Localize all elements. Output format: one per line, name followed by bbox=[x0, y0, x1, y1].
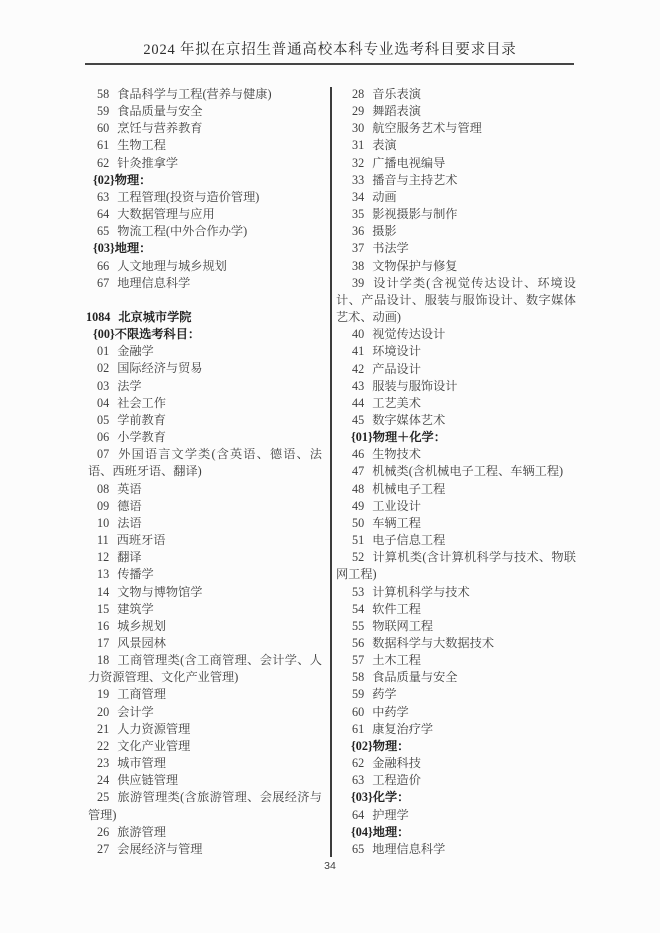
major-name: 会计学 bbox=[117, 704, 154, 719]
major-code: 05 bbox=[97, 412, 110, 427]
major-item bbox=[336, 412, 576, 429]
major-code: 17 bbox=[97, 635, 110, 650]
major-item bbox=[336, 343, 576, 360]
major-code: 59 bbox=[97, 104, 110, 119]
major-name: 计算机类(含计算机科学与技术、物联网工程) bbox=[336, 550, 576, 582]
major-name: 地理信息科学 bbox=[372, 841, 446, 856]
major-code: 14 bbox=[97, 584, 110, 599]
major-code: 60 bbox=[352, 704, 365, 719]
major-code: 50 bbox=[352, 515, 365, 530]
major-item bbox=[336, 498, 576, 515]
major-item bbox=[336, 172, 576, 189]
major-item bbox=[88, 481, 322, 498]
major-item bbox=[336, 446, 576, 463]
major-code: 57 bbox=[352, 653, 365, 668]
major-code: 07 bbox=[97, 447, 110, 462]
major-code: 27 bbox=[97, 841, 110, 856]
major-item bbox=[336, 378, 576, 395]
major-code: 62 bbox=[97, 155, 110, 170]
school-code: 1084 bbox=[86, 310, 111, 325]
major-name: 大数据管理与应用 bbox=[117, 207, 215, 222]
major-item bbox=[336, 326, 576, 343]
major-item bbox=[88, 789, 322, 823]
major-code: 38 bbox=[352, 258, 365, 273]
major-name: 药学 bbox=[372, 687, 397, 702]
major-name: 供应链管理 bbox=[117, 773, 179, 788]
major-code: 62 bbox=[352, 756, 365, 771]
major-item bbox=[88, 120, 322, 137]
major-item bbox=[88, 635, 322, 652]
major-item bbox=[336, 361, 576, 378]
major-item bbox=[88, 412, 322, 429]
right-column bbox=[336, 86, 576, 858]
major-code: 09 bbox=[97, 498, 110, 513]
major-item bbox=[336, 669, 576, 686]
major-item bbox=[88, 618, 322, 635]
major-name: 物联网工程 bbox=[372, 618, 434, 633]
major-item bbox=[88, 686, 322, 703]
major-name: 护理学 bbox=[372, 807, 409, 822]
major-item bbox=[336, 686, 576, 703]
major-item bbox=[88, 721, 322, 738]
major-name: 工艺美术 bbox=[372, 395, 421, 410]
major-name: 食品科学与工程(营养与健康) bbox=[117, 87, 272, 101]
major-name: 烹饪与营养教育 bbox=[117, 121, 203, 136]
subject-requirement-header: {00}不限选考科目： bbox=[93, 327, 201, 342]
major-name: 西班牙语 bbox=[116, 533, 166, 548]
major-item bbox=[336, 755, 576, 772]
major-item bbox=[88, 275, 322, 292]
major-name: 摄影 bbox=[372, 224, 397, 239]
major-item bbox=[88, 378, 322, 395]
major-name: 播音与主持艺术 bbox=[372, 172, 458, 187]
major-code: 37 bbox=[352, 241, 365, 256]
major-name: 环境设计 bbox=[372, 344, 421, 359]
major-code: 40 bbox=[352, 327, 365, 342]
major-item bbox=[88, 841, 322, 858]
major-code: 41 bbox=[352, 344, 365, 359]
major-code: 15 bbox=[97, 601, 110, 616]
subject-requirement-header: {03}化学： bbox=[351, 790, 410, 805]
content-area bbox=[0, 86, 660, 866]
major-code: 16 bbox=[97, 618, 110, 633]
major-code: 08 bbox=[97, 481, 110, 496]
major-item bbox=[88, 652, 322, 686]
major-name: 工商管理类(含工商管理、会计学、人力资源管理、文化产业管理) bbox=[88, 653, 322, 685]
major-code: 42 bbox=[352, 361, 365, 376]
major-item bbox=[336, 772, 576, 789]
subject-requirement-header: {01}物理＋化学： bbox=[351, 430, 446, 445]
major-code: 32 bbox=[352, 155, 365, 170]
major-item bbox=[88, 86, 322, 103]
major-code: 45 bbox=[352, 412, 365, 427]
major-code: 04 bbox=[97, 395, 110, 410]
major-item bbox=[336, 618, 576, 635]
major-code: 21 bbox=[97, 721, 110, 736]
major-item bbox=[88, 498, 322, 515]
major-item bbox=[336, 721, 576, 738]
major-name: 生物工程 bbox=[117, 138, 166, 153]
major-name: 金融学 bbox=[117, 344, 154, 359]
major-name: 人力资源管理 bbox=[117, 721, 191, 736]
major-code: 48 bbox=[352, 481, 365, 496]
major-name: 会展经济与管理 bbox=[117, 841, 203, 856]
major-name: 英语 bbox=[117, 481, 142, 496]
major-code: 03 bbox=[97, 378, 110, 393]
subject-requirement-header: {04}地理： bbox=[351, 824, 410, 839]
major-name: 小学教育 bbox=[117, 430, 166, 445]
major-code: 19 bbox=[97, 687, 110, 702]
major-name: 土木工程 bbox=[372, 653, 421, 668]
major-name: 建筑学 bbox=[117, 601, 154, 616]
major-code: 36 bbox=[352, 224, 365, 239]
major-item bbox=[88, 223, 322, 240]
major-item bbox=[336, 532, 576, 549]
major-code: 61 bbox=[97, 138, 110, 153]
major-name: 电子信息工程 bbox=[372, 533, 446, 548]
major-name: 工业设计 bbox=[372, 498, 421, 513]
major-code: 47 bbox=[352, 464, 365, 479]
major-item bbox=[336, 275, 576, 326]
major-code: 22 bbox=[97, 738, 110, 753]
major-name: 旅游管理 bbox=[117, 824, 166, 839]
major-item bbox=[88, 155, 322, 172]
major-name: 表演 bbox=[372, 138, 397, 153]
major-name: 工商管理 bbox=[117, 687, 166, 702]
major-name: 文物保护与修复 bbox=[372, 258, 458, 273]
major-code: 49 bbox=[352, 498, 365, 513]
major-name: 食品质量与安全 bbox=[372, 670, 458, 685]
major-name: 法语 bbox=[117, 515, 142, 530]
major-code: 06 bbox=[97, 430, 110, 445]
major-name: 机械类(含机械电子工程、车辆工程) bbox=[372, 464, 564, 479]
major-name: 音乐表演 bbox=[372, 87, 421, 101]
major-item bbox=[336, 137, 576, 154]
major-code: 33 bbox=[352, 172, 365, 187]
major-code: 52 bbox=[352, 550, 365, 565]
major-name: 传播学 bbox=[117, 567, 154, 582]
major-name: 法学 bbox=[117, 378, 142, 393]
major-code: 01 bbox=[97, 344, 110, 359]
major-code: 02 bbox=[97, 361, 110, 376]
major-item bbox=[88, 360, 322, 377]
major-item bbox=[336, 86, 576, 103]
major-code: 64 bbox=[97, 207, 110, 222]
major-name: 书法学 bbox=[372, 241, 409, 256]
major-item bbox=[88, 601, 322, 618]
major-code: 20 bbox=[97, 704, 110, 719]
major-item bbox=[336, 584, 576, 601]
major-item bbox=[336, 481, 576, 498]
major-item bbox=[88, 755, 322, 772]
major-item bbox=[88, 395, 322, 412]
major-code: 54 bbox=[352, 601, 365, 616]
major-code: 24 bbox=[97, 773, 110, 788]
major-code: 10 bbox=[97, 515, 110, 530]
major-name: 机械电子工程 bbox=[372, 481, 446, 496]
major-item bbox=[88, 446, 322, 480]
major-name: 人文地理与城乡规划 bbox=[117, 258, 227, 273]
major-name: 产品设计 bbox=[372, 361, 421, 376]
major-name: 文化产业管理 bbox=[117, 738, 191, 753]
major-name: 金融科技 bbox=[372, 756, 421, 771]
major-code: 63 bbox=[352, 773, 365, 788]
major-item bbox=[336, 549, 576, 583]
major-code: 11 bbox=[97, 533, 109, 548]
major-name: 影视摄影与制作 bbox=[372, 207, 458, 222]
major-code: 39 bbox=[352, 275, 365, 290]
major-item bbox=[336, 807, 576, 824]
major-name: 德语 bbox=[117, 498, 142, 513]
major-item bbox=[88, 189, 322, 206]
major-name: 航空服务艺术与管理 bbox=[372, 121, 482, 136]
major-item bbox=[336, 155, 576, 172]
major-name: 服装与服饰设计 bbox=[372, 378, 458, 393]
major-item bbox=[88, 584, 322, 601]
major-name: 计算机科学与技术 bbox=[372, 584, 470, 599]
major-code: 30 bbox=[352, 121, 365, 136]
major-code: 58 bbox=[352, 670, 365, 685]
major-code: 25 bbox=[97, 790, 110, 805]
major-item bbox=[336, 206, 576, 223]
major-item bbox=[336, 515, 576, 532]
major-code: 46 bbox=[352, 447, 365, 462]
major-code: 43 bbox=[352, 378, 365, 393]
major-code: 18 bbox=[97, 653, 110, 668]
major-item bbox=[336, 463, 576, 480]
major-name: 学前教育 bbox=[117, 412, 166, 427]
major-name: 食品质量与安全 bbox=[117, 104, 203, 119]
major-item bbox=[88, 103, 322, 120]
major-name: 数据科学与大数据技术 bbox=[372, 636, 495, 650]
blank-line bbox=[88, 292, 322, 309]
major-name: 翻译 bbox=[117, 550, 142, 565]
major-code: 58 bbox=[97, 87, 110, 101]
major-code: 64 bbox=[352, 807, 365, 822]
major-item bbox=[336, 704, 576, 721]
major-name: 软件工程 bbox=[372, 601, 421, 616]
subject-requirement-header: {02}物理： bbox=[93, 172, 152, 187]
subject-requirement-header: {03}地理： bbox=[93, 241, 152, 256]
major-item bbox=[336, 395, 576, 412]
major-item bbox=[336, 223, 576, 240]
major-item bbox=[88, 532, 322, 549]
major-item bbox=[88, 704, 322, 721]
major-name: 外国语言文学类(含英语、德语、法语、西班牙语、翻译) bbox=[88, 447, 322, 479]
major-item bbox=[336, 652, 576, 669]
major-name: 中药学 bbox=[372, 704, 409, 719]
major-code: 26 bbox=[97, 824, 110, 839]
major-name: 广播电视编导 bbox=[372, 155, 446, 170]
major-code: 35 bbox=[352, 207, 365, 222]
major-item bbox=[336, 635, 576, 652]
major-name: 康复治疗学 bbox=[372, 721, 434, 736]
major-item bbox=[336, 189, 576, 206]
major-item bbox=[88, 738, 322, 755]
major-name: 工程造价 bbox=[372, 773, 421, 788]
major-code: 29 bbox=[352, 104, 365, 119]
major-name: 城市管理 bbox=[117, 756, 166, 771]
major-name: 社会工作 bbox=[117, 395, 166, 410]
major-code: 66 bbox=[97, 258, 110, 273]
major-code: 51 bbox=[352, 533, 365, 548]
major-name: 动画 bbox=[372, 189, 397, 204]
major-item bbox=[88, 137, 322, 154]
major-item bbox=[88, 429, 322, 446]
title-rule bbox=[85, 63, 574, 65]
column-divider bbox=[330, 87, 332, 857]
major-code: 55 bbox=[352, 618, 365, 633]
major-code: 44 bbox=[352, 395, 365, 410]
major-name: 风景园林 bbox=[117, 635, 166, 650]
major-name: 文物与博物馆学 bbox=[117, 584, 203, 599]
major-name: 舞蹈表演 bbox=[372, 104, 421, 119]
major-item bbox=[336, 841, 576, 858]
major-item bbox=[88, 772, 322, 789]
major-name: 针灸推拿学 bbox=[117, 155, 179, 170]
major-item bbox=[88, 343, 322, 360]
major-item bbox=[88, 515, 322, 532]
major-code: 34 bbox=[352, 189, 365, 204]
major-name: 旅游管理类(含旅游管理、会展经济与管理) bbox=[88, 790, 322, 822]
left-column bbox=[88, 86, 322, 858]
major-code: 12 bbox=[97, 550, 110, 565]
major-item bbox=[88, 206, 322, 223]
major-code: 65 bbox=[352, 841, 365, 856]
major-item bbox=[336, 103, 576, 120]
major-code: 23 bbox=[97, 756, 110, 771]
major-code: 61 bbox=[352, 721, 365, 736]
major-code: 56 bbox=[352, 636, 365, 650]
major-code: 31 bbox=[352, 138, 365, 153]
major-item bbox=[88, 824, 322, 841]
major-name: 数字媒体艺术 bbox=[372, 412, 446, 427]
major-name: 设计学类(含视觉传达设计、环境设计、产品设计、服装与服饰设计、数字媒体艺术、动画) bbox=[336, 275, 576, 325]
major-code: 65 bbox=[97, 224, 110, 239]
major-item bbox=[336, 258, 576, 275]
major-name: 车辆工程 bbox=[372, 515, 421, 530]
major-code: 60 bbox=[97, 121, 110, 136]
major-item bbox=[88, 258, 322, 275]
major-code: 67 bbox=[97, 275, 110, 290]
page-number: 34 bbox=[324, 860, 336, 872]
major-item bbox=[88, 566, 322, 583]
page-title: 2024 年拟在京招生普通高校本科专业选考科目要求目录 bbox=[143, 42, 517, 58]
subject-requirement-header: {02}物理： bbox=[351, 738, 410, 753]
major-name: 国际经济与贸易 bbox=[117, 361, 203, 376]
major-item bbox=[336, 240, 576, 257]
major-item bbox=[336, 601, 576, 618]
major-code: 28 bbox=[352, 87, 365, 101]
major-name: 视觉传达设计 bbox=[372, 327, 446, 342]
major-name: 工程管理(投资与造价管理) bbox=[117, 189, 260, 204]
major-item bbox=[336, 120, 576, 137]
school-header bbox=[88, 309, 322, 326]
major-name: 城乡规划 bbox=[117, 618, 166, 633]
major-name: 物流工程(中外合作办学) bbox=[117, 224, 248, 239]
major-code: 63 bbox=[97, 189, 110, 204]
major-code: 13 bbox=[97, 567, 110, 582]
major-name: 地理信息科学 bbox=[117, 275, 191, 290]
major-name: 生物技术 bbox=[372, 447, 421, 462]
major-code: 53 bbox=[352, 584, 365, 599]
school-name: 北京城市学院 bbox=[118, 310, 192, 325]
major-code: 59 bbox=[352, 687, 365, 702]
major-item bbox=[88, 549, 322, 566]
